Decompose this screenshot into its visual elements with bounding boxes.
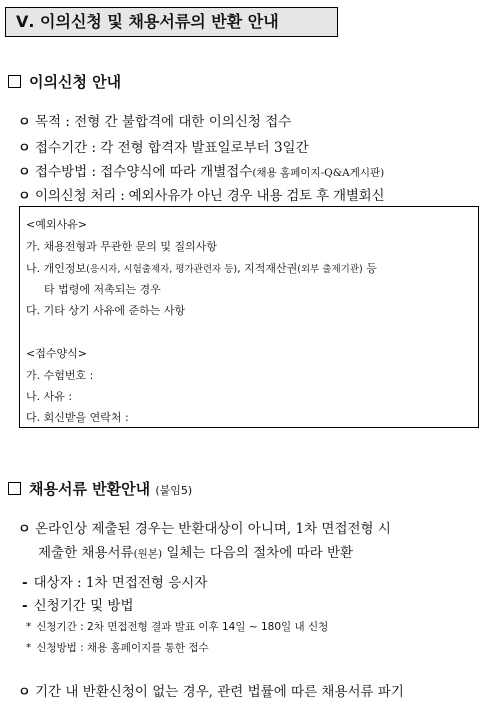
exception-item: 가. 채용전형과 무관한 문의 및 질의사항: [26, 240, 217, 253]
asterisk-marker: *: [26, 621, 32, 633]
bullet-marker: ㅇ: [18, 189, 31, 204]
page-title: Ⅴ. 이의신청 및 채용서류의 반환 안내: [5, 7, 338, 37]
exception-item-continued: 타 법령에 저촉되는 경우: [44, 283, 161, 296]
dash-item-target: [22, 571, 207, 591]
bullet-purpose: [18, 110, 291, 130]
bullet-marker: ㅇ: [18, 141, 31, 156]
form-field: 가. 수험번호 :: [26, 369, 94, 382]
sub-text: 신청방법 : 채용 홈페이지를 통한 접수: [36, 642, 209, 654]
exception-item: 다. 기타 상기 사유에 준하는 사항: [26, 304, 186, 317]
bullet-period: [18, 136, 309, 156]
exception-item: 나. 개인정보(응시자, 시험출제자, 평가관련자 등), 지적재산권(외부 출제기관) 등: [26, 262, 377, 275]
bullet-marker: ㅇ: [18, 522, 31, 537]
bullet-note: (채용 홈페이지-Q&A게시판): [252, 167, 385, 179]
heading-note: (붙임5): [155, 484, 193, 497]
bullet-text: 온라인상 제출된 경우는 반환대상이 아니며, 1차 면접전형 시: [35, 521, 391, 537]
sub-item-method: [26, 640, 209, 655]
bullet-return-info: [18, 517, 391, 537]
sub-item-period: [26, 619, 328, 634]
bullet-return-info-continued: 제출한 채용서류(원본) 일체는 다음의 절차에 따라 반환: [38, 545, 354, 561]
form-title: <접수양식>: [26, 347, 87, 360]
asterisk-marker: *: [26, 642, 32, 654]
bullet-text: 목적 : 전형 간 불합격에 대한 이의신청 접수: [35, 114, 292, 130]
dash-text: 신청기간 및 방법: [33, 598, 134, 614]
section-heading-text: 채용서류 반환안내: [29, 480, 151, 498]
appeal-info-box: [19, 206, 479, 428]
section-heading-text: 이의신청 안내: [29, 73, 122, 91]
bullet-text: 접수방법 : 접수양식에 따라 개별접수: [35, 164, 253, 180]
form-field: 다. 회신받을 연락처 :: [26, 411, 129, 424]
dash-marker: -: [22, 598, 28, 614]
bullet-destroy: [18, 680, 404, 700]
exceptions-title: <예외사유>: [26, 218, 87, 231]
section-heading-appeal: [8, 71, 121, 92]
dash-marker: -: [22, 575, 28, 591]
bullet-marker: ㅇ: [18, 165, 31, 180]
bullet-marker: ㅇ: [18, 115, 31, 130]
checkbox-square-icon: [8, 75, 21, 88]
section-heading-return: [8, 478, 192, 499]
bullet-processing: [18, 184, 384, 204]
bullet-method: [18, 160, 384, 180]
dash-item-period: [22, 594, 133, 614]
bullet-marker: ㅇ: [18, 685, 31, 700]
dash-text: 대상자 : 1차 면접전형 응시자: [33, 575, 208, 591]
bullet-text: 기간 내 반환신청이 없는 경우, 관련 법률에 따른 채용서류 파기: [35, 684, 404, 700]
bullet-text: 이의신청 처리 : 예외사유가 아닌 경우 내용 검토 후 개별회신: [35, 188, 385, 204]
form-field: 나. 사유 :: [26, 390, 73, 403]
sub-text: 신청기간 : 2차 면접전형 결과 발표 이후 14일 ~ 180일 내 신청: [36, 621, 329, 633]
bullet-text: 접수기간 : 각 전형 합격자 발표일로부터 3일간: [35, 140, 309, 156]
checkbox-square-icon: [8, 482, 21, 495]
